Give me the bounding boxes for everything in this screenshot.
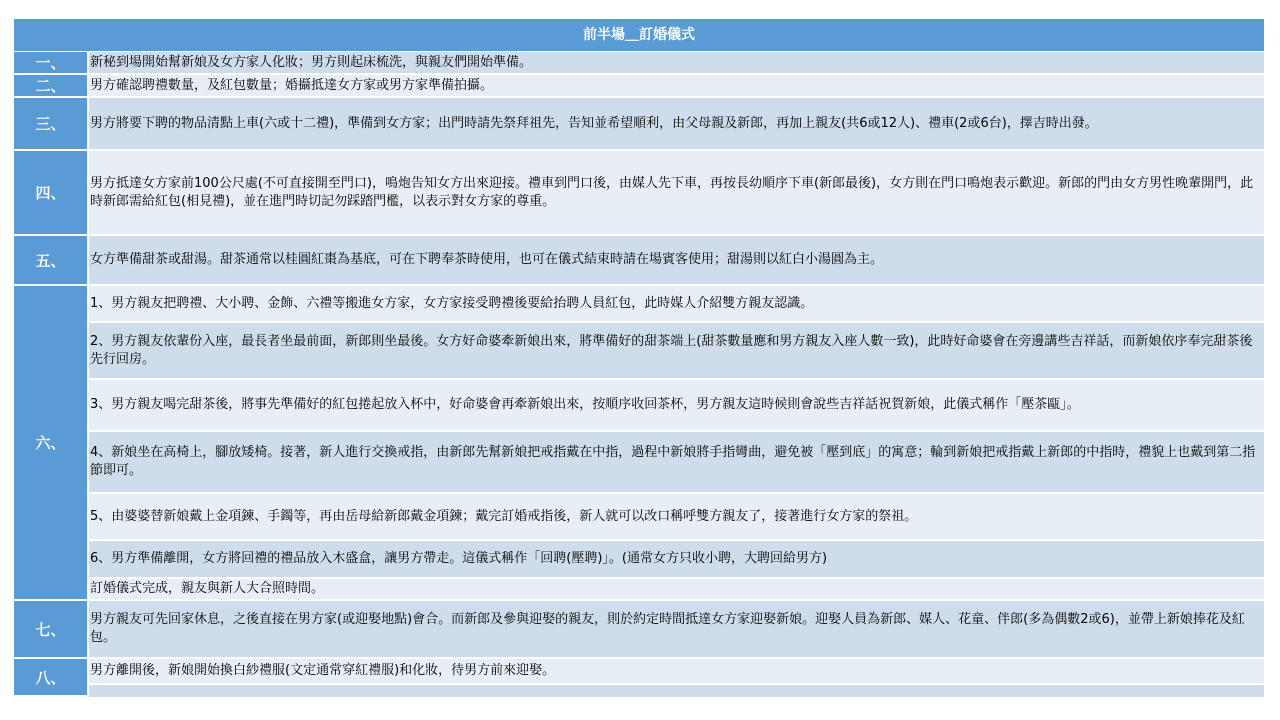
row-text: 女方準備甜茶或甜湯。甜茶通常以桂圓紅棗為基底，可在下聘奉茶時使用，也可在儀式結束時請在場賓客使用；甜湯則以紅白小湯圓為主。 bbox=[89, 236, 1264, 286]
sub-item: 1、男方親友把聘禮、大小聘、金飾、六禮等搬進女方家，女方家接受聘禮後要給抬聘人員紅包，此時媒人介紹雙方親友認識。 bbox=[89, 286, 1264, 323]
sub-item: 4、新娘坐在高椅上，腳放矮椅。接著，新人進行交換戒指，由新郎先幫新娘把戒指戴在中指，過程中新娘將手指彎曲，避免被「壓到底」的寓意；輪到新娘把戒指戴上新郎的中指時，禮貌上也戴到第二指節即可。 bbox=[89, 432, 1264, 494]
sub-item: 3、男方親友喝完甜茶後，將事先準備好的紅包捲起放入杯中，好命婆會再牽新娘出來，按順序收回茶杯，男方親友這時候則會說些吉祥話祝賀新娘，此儀式稱作「壓茶甌」。 bbox=[89, 380, 1264, 432]
row-text: 新秘到場開始幫新娘及女方家人化妝；男方則起床梳洗，與親友們開始準備。 bbox=[89, 52, 1264, 75]
sub-item: 6、男方準備離開，女方將回禮的禮品放入木盛盒，讓男方帶走。這儀式稱作「回聘(壓聘)」。(通常女方只收小聘，大聘回給男方) bbox=[89, 541, 1264, 579]
row-number: 四、 bbox=[14, 151, 87, 236]
row-text: 男方離開後，新娘開始換白紗禮服(文定通常穿紅禮服)和化妝，待男方前來迎娶。 bbox=[89, 659, 1264, 685]
row-text: 男方確認聘禮數量，及紅包數量；婚攝抵達女方家或男方家準備拍攝。 bbox=[89, 75, 1264, 98]
row-text: 男方抵達女方家前100公尺處(不可直接開至門口)，鳴炮告知女方出來迎接。禮車到門口後，由媒人先下車，再按長幼順序下車(新郎最後)，女方則在門口鳴炮表示歡迎。新郎的門由女方男性晚輩開門，此時新郎需給紅包(相見禮)，並在進門時切記勿踩踏門檻，以表示對女方家的尊重。 bbox=[89, 151, 1264, 236]
sub-item: 5、由婆婆替新娘戴上金項鍊、手鐲等，再由岳母給新郎戴金項鍊；戴完訂婚戒指後，新人就可以改口稱呼雙方親友了，接著進行女方家的祭祖。 bbox=[89, 494, 1264, 541]
row-number: 六、 bbox=[14, 286, 87, 601]
row-number: 八、 bbox=[14, 659, 87, 697]
sub-item: 訂婚儀式完成，親友與新人大合照時間。 bbox=[89, 579, 1264, 601]
row-number: 五、 bbox=[14, 236, 87, 286]
row-text: 男方將要下聘的物品清點上車(六或十二禮)，準備到女方家；出門時請先祭拜祖先，告知並希望順利，由父母親及新郎，再加上親友(共6或12人)、禮車(2或6台)，擇吉時出發。 bbox=[89, 98, 1264, 151]
row-number: 一、 bbox=[14, 52, 87, 75]
row-spacer bbox=[89, 685, 1264, 697]
table-title: 前半場＿訂婚儀式 bbox=[14, 19, 1264, 51]
row-text: 男方親友可先回家休息，之後直接在男方家(或迎娶地點)會合。而新郎及參與迎娶的親友，則於約定時間抵達女方家迎娶新娘。迎娶人員為新郎、媒人、花童、伴郎(多為偶數2或6)，並帶上新娘捧花及紅包。 bbox=[89, 601, 1264, 659]
row-number: 七、 bbox=[14, 601, 87, 659]
row-number: 三、 bbox=[14, 98, 87, 151]
row-number: 二、 bbox=[14, 75, 87, 98]
sub-item: 2、男方親友依輩份入座，最長者坐最前面，新郎則坐最後。女方好命婆牽新娘出來，將準備好的甜茶端上(甜茶數量應和男方親友入座人數一致)，此時好命婆會在旁邊講些吉祥話，而新娘依序奉完甜茶後先行回房。 bbox=[89, 323, 1264, 380]
